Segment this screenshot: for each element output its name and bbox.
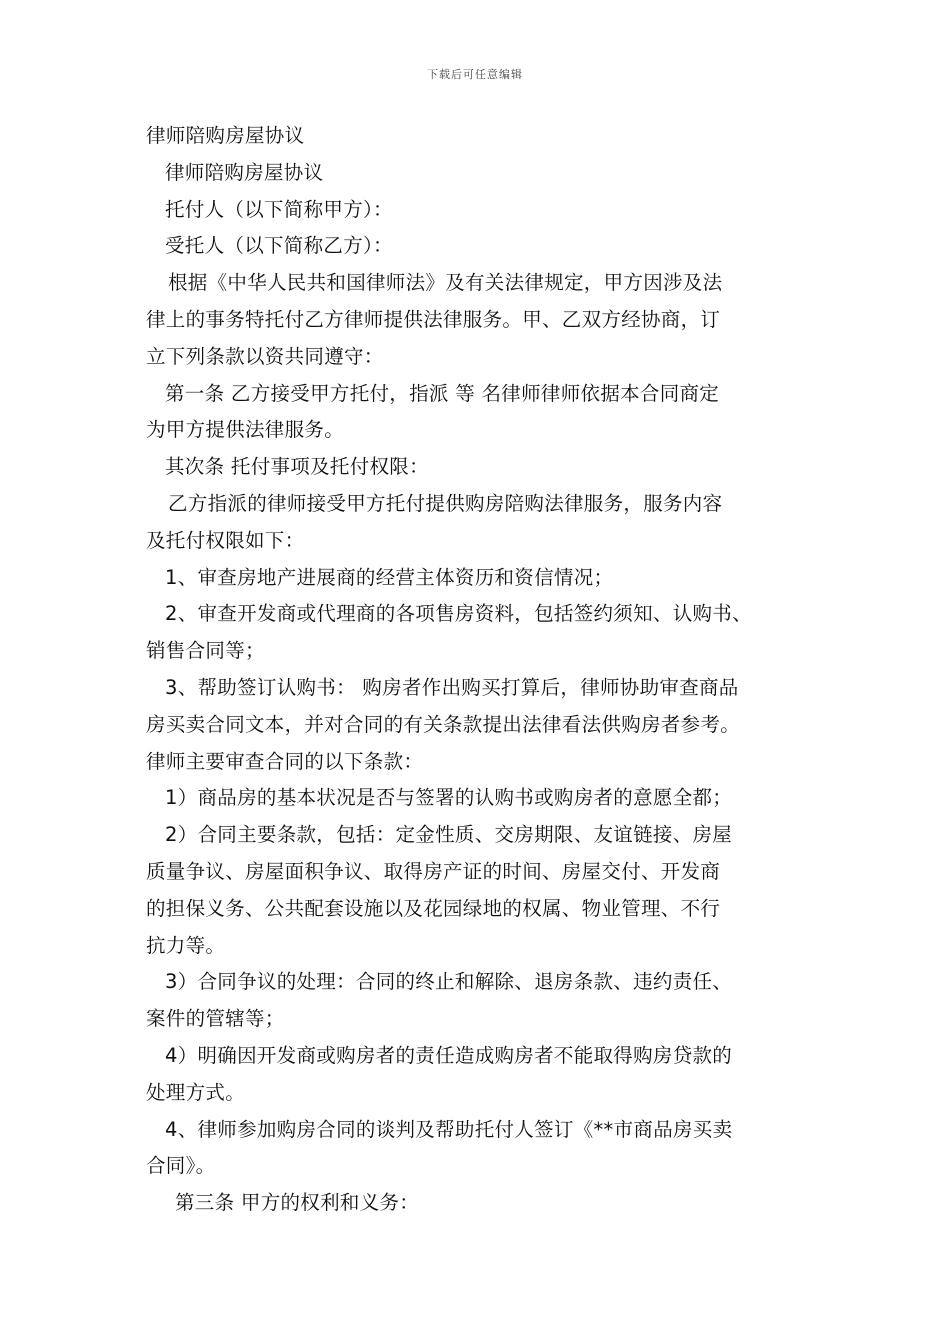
paragraph-line: 及托付权限如下： bbox=[146, 528, 305, 552]
document-body bbox=[146, 118, 826, 1222]
paragraph-line: 房买卖合同文本，并对合同的有关条款提出法律看法供购房者参考。 bbox=[146, 712, 741, 736]
paragraph-line: 律上的事务特托付乙方律师提供法律服务。甲、乙双方经协商，订 bbox=[146, 307, 721, 331]
list-item: 3、帮助签订认购书： 购房者作出购买打算后，律师协助审查商品 bbox=[165, 675, 739, 699]
article-2-heading: 其次条 托付事项及托付权限： bbox=[165, 455, 429, 479]
paragraph-line: 乙方指派的律师接受甲方托付提供购房陪购法律服务，服务内容 bbox=[168, 491, 723, 515]
page-header: 下载后可任意编辑 bbox=[427, 68, 523, 81]
paragraph-line: 抗力等。 bbox=[146, 933, 226, 957]
list-item: 2、审查开发商或代理商的各项售房资料，包括签约须知、认购书、 bbox=[165, 602, 752, 626]
paragraph-line: 立下列条款以资共同遵守： bbox=[146, 344, 384, 368]
article-3-heading: 第三条 甲方的权利和义务： bbox=[175, 1191, 420, 1215]
party-a-line: 托付人（以下简称甲方）： bbox=[165, 197, 393, 221]
paragraph-line: 为甲方提供法律服务。 bbox=[146, 418, 345, 442]
paragraph-line: 合同》。 bbox=[146, 1154, 216, 1178]
sub-list-item: 1）商品房的基本状况是否与签署的认购书或购房者的意愿全都； bbox=[165, 786, 733, 810]
sub-list-item: 4）明确因开发商或购房者的责任造成购房者不能取得购房贷款的 bbox=[165, 1043, 733, 1067]
sub-list-item: 2）合同主要条款，包括：定金性质、交房期限、友谊链接、房屋 bbox=[165, 823, 733, 847]
paragraph-line: 根据《中华人民共和国律师法》及有关法律规定，甲方因涉及法 bbox=[168, 271, 723, 295]
paragraph-line: 质量争议、房屋面积争议、取得房产证的时间、房屋交付、开发商 bbox=[146, 859, 721, 883]
doc-subtitle: 律师陪购房屋协议 bbox=[165, 160, 324, 184]
party-b-line: 受托人（以下简称乙方）： bbox=[165, 234, 393, 258]
paragraph-line: 律师主要审查合同的以下条款： bbox=[146, 749, 424, 773]
paragraph-line: 销售合同等； bbox=[146, 639, 265, 663]
paragraph-line: 处理方式。 bbox=[146, 1080, 246, 1104]
paragraph-line: 案件的管辖等； bbox=[146, 1007, 285, 1031]
sub-list-item: 3）合同争议的处理：合同的终止和解除、退房条款、违约责任、 bbox=[165, 970, 733, 994]
list-item: 4、律师参加购房合同的谈判及帮助托付人签订《**市商品房买卖 bbox=[165, 1117, 733, 1141]
paragraph-line: 的担保义务、公共配套设施以及花园绿地的权属、物业管理、不行 bbox=[146, 896, 721, 920]
list-item: 1、审查房地产进展商的经营主体资历和资信情况； bbox=[165, 565, 614, 589]
doc-title: 律师陪购房屋协议 bbox=[146, 124, 305, 147]
article-1-line: 第一条 乙方接受甲方托付，指派 等 名律师律师依据本合同商定 bbox=[165, 381, 720, 405]
